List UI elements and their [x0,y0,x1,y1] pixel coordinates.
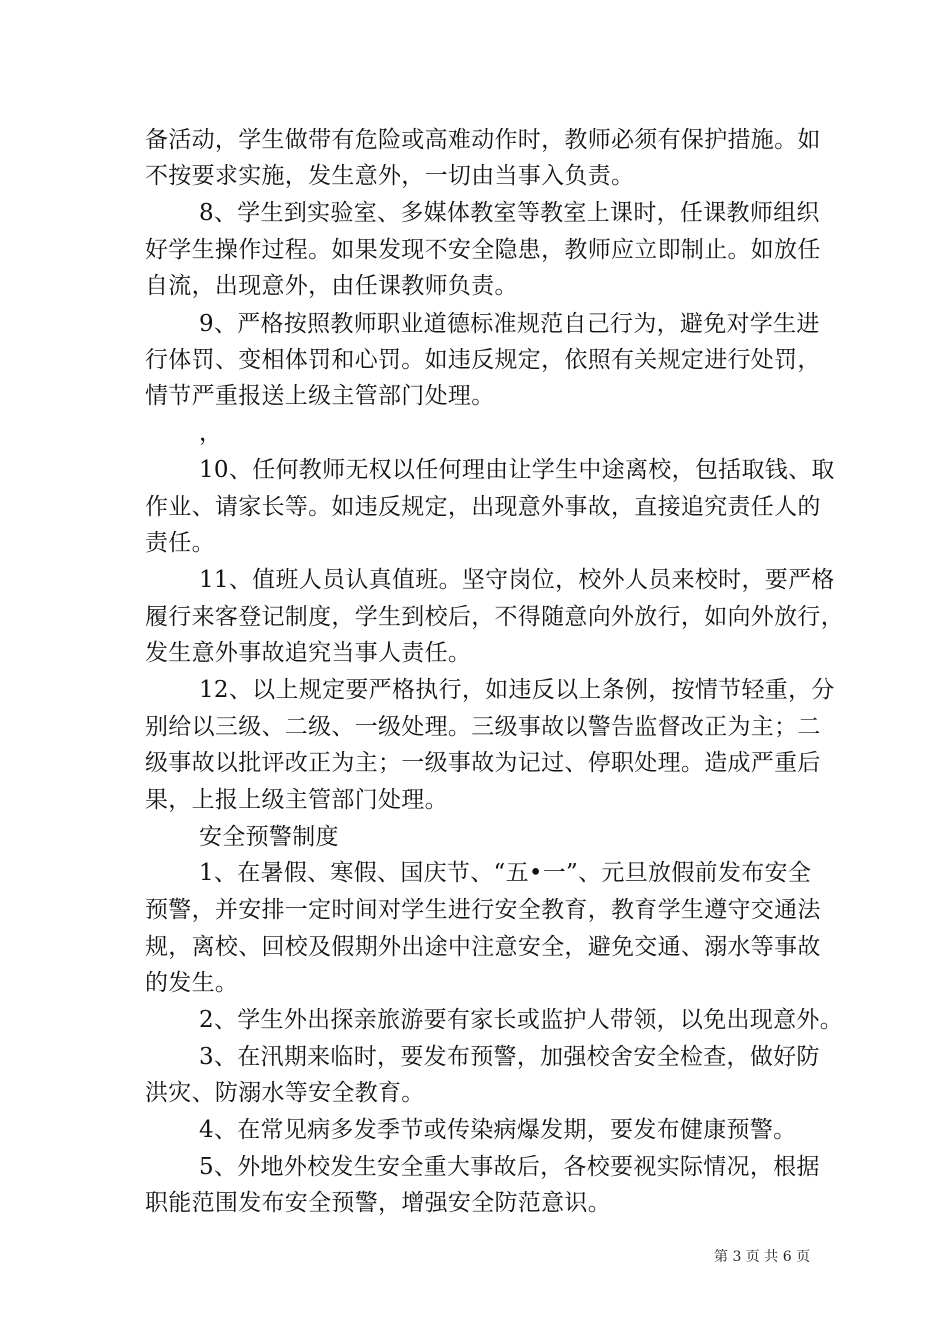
text-line: 12、以上规定要严格执行，如违反以上条例，按情节轻重，分 [199,677,835,703]
text-line: 备活动，学生做带有危险或高难动作时，教师必须有保护措施。如 [145,127,821,153]
section-heading: 安全预警制度 [199,824,339,850]
text-line: 行体罚、变相体罚和心罚。如违反规定，依照有关规定进行处罚， [145,347,821,373]
text-line: 履行来客登记制度，学生到校后，不得随意向外放行，如向外放行， [145,604,844,630]
text-line: 自流，出现意外，由任课教师负责。 [145,273,518,299]
text-line: 洪灾、防溺水等安全教育。 [145,1080,425,1106]
text-line: 10、任何教师无权以任何理由让学生中途离校，包括取钱、取 [199,457,835,483]
text-line: 级事故以批评改正为主；一级事故为记过、停职处理。造成严重后 [145,750,821,776]
text-line: 5、外地外校发生安全重大事故后，各校要视实际情况，根据 [199,1154,820,1180]
text-line: 11、值班人员认真值班。坚守岗位，校外人员来校时，要严格 [199,567,835,593]
text-line: 4、在常见病多发季节或传染病爆发期，要发布健康预警。 [199,1117,797,1143]
text-line: 发生意外事故追究当事人责任。 [145,640,472,666]
text-line: 作业、请家长等。如违反规定，出现意外事故，直接追究责任人的 [145,494,821,520]
text-line: 果，上报上级主管部门处理。 [145,787,448,813]
text-line: 的发生。 [145,970,239,996]
text-line: 9、严格按照教师职业道德标准规范自己行为，避免对学生进 [199,311,820,337]
text-line: 责任。 [145,530,215,556]
text-line: 规，离校、回校及假期外出途中注意安全，避免交通、溺水等事故 [145,934,821,960]
text-line: 情节严重报送上级主管部门处理。 [145,383,495,409]
text-line: 3、在汛期来临时，要发布预警，加强校舍安全检查，做好防 [199,1044,820,1070]
text-line: 2、学生外出探亲旅游要有家长或监护人带领，以免出现意外。 [199,1007,844,1033]
text-line: 不按要求实施，发生意外，一切由当事入负责。 [145,163,635,189]
text-line: 职能范围发布安全预警，增强安全防范意识。 [145,1190,611,1216]
page-number: 第 3 页 共 6 页 [714,1249,811,1265]
text-line: 预警，并安排一定时间对学生进行安全教育，教育学生遵守交通法 [145,897,821,923]
text-line: 1、在暑假、寒假、国庆节、“五•一”、元旦放假前发布安全 [199,860,812,886]
text-line: 别给以三级、二级、一级处理。三级事故以警告监督改正为主；二 [145,714,821,740]
text-line: 好学生操作过程。如果发现不安全隐患，教师应立即制止。如放任 [145,237,821,263]
stray-comma: ， [199,420,223,446]
text-line: 8、学生到实验室、多媒体教室等教室上课时，任课教师组织 [199,200,820,226]
